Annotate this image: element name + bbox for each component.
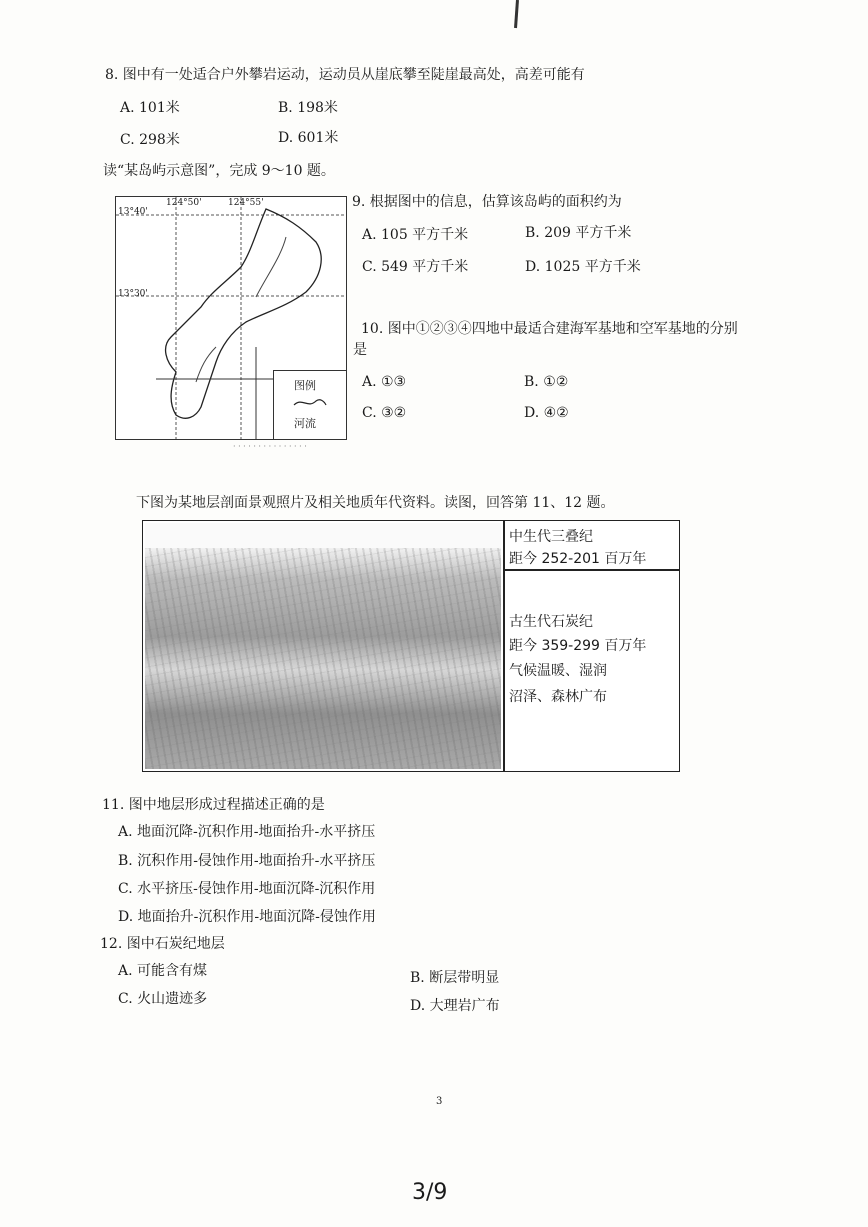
- pen-mark: [514, 0, 519, 28]
- q12-option-a: A. 可能含有煤: [118, 963, 208, 979]
- river-symbol-icon: [292, 395, 328, 411]
- q10-option-b: B. ①②: [524, 374, 569, 390]
- lon-left-label: 124°50': [166, 198, 202, 208]
- page-indicator: 3/9: [412, 1180, 448, 1205]
- q12-option-b: B. 断层带明显: [410, 970, 500, 986]
- triassic-age: 距今 252-201 百万年: [509, 551, 647, 567]
- q8-option-d: D. 601米: [278, 130, 339, 146]
- lat-top-label: 13°40': [118, 207, 148, 217]
- q12-option-d: D. 大理岩广布: [410, 998, 500, 1014]
- q8-option-c: C. 298米: [120, 132, 180, 148]
- q10-stem-line2: 是: [353, 342, 367, 358]
- carboniferous-climate: 气候温暖、湿润: [509, 663, 607, 679]
- carboniferous-environment: 沼泽、森林广布: [509, 689, 607, 705]
- q9-option-b: B. 209 平方千米: [525, 225, 632, 241]
- panel-divider-vertical: [503, 521, 505, 771]
- strata-photo: [145, 548, 501, 769]
- q8-stem: 8. 图中有一处适合户外攀岩运动，运动员从崖底攀至陡崖最高处，高差可能有: [105, 67, 585, 83]
- strata-photo-sky: [145, 523, 501, 549]
- page-number: 3: [436, 1096, 443, 1107]
- panel-divider-horizontal: [503, 569, 679, 571]
- q11-option-c: C. 水平挤压-侵蚀作用-地面沉降-沉积作用: [118, 881, 376, 897]
- carboniferous-label: 古生代石炭纪: [509, 614, 593, 630]
- carboniferous-age: 距今 359-299 百万年: [509, 638, 647, 654]
- q8-option-a: A. 101米: [120, 100, 180, 116]
- strata-figure: [142, 520, 680, 772]
- lon-right-label: 124°55': [228, 198, 264, 208]
- q9-option-d: D. 1025 平方千米: [525, 259, 641, 275]
- q11-option-b: B. 沉积作用-侵蚀作用-地面抬升-水平挤压: [118, 853, 376, 869]
- q10-stem-line1: 10. 图中①②③④四地中最适合建海军基地和空军基地的分别: [361, 321, 738, 337]
- q8-option-b: B. 198米: [278, 100, 338, 116]
- q11-option-d: D. 地面抬升-沉积作用-地面沉降-侵蚀作用: [118, 909, 376, 925]
- q11-option-a: A. 地面沉降-沉积作用-地面抬升-水平挤压: [118, 824, 376, 840]
- legend-title: 图例: [294, 379, 316, 392]
- q10-option-c: C. ③②: [362, 405, 407, 421]
- intro-9-10: 读“某岛屿示意图”，完成 9～10 题。: [103, 163, 335, 179]
- lat-mid-label: 13°30': [118, 289, 148, 299]
- q11-stem: 11. 图中地层形成过程描述正确的是: [102, 797, 325, 813]
- q10-option-a: A. ①③: [362, 374, 407, 390]
- map-legend: [273, 370, 347, 440]
- q12-option-c: C. 火山遗迹多: [118, 991, 208, 1007]
- q10-option-d: D. ④②: [524, 405, 569, 421]
- q9-option-c: C. 549 平方千米: [362, 259, 469, 275]
- q12-stem: 12. 图中石炭纪地层: [100, 936, 225, 952]
- intro-11-12: 下图为某地层剖面景观照片及相关地质年代资料。读图，回答第 11、12 题。: [136, 495, 615, 511]
- legend-river: 河流: [294, 417, 316, 430]
- q9-option-a: A. 105 平方千米: [362, 227, 469, 243]
- triassic-label: 中生代三叠纪: [509, 529, 593, 545]
- q9-stem: 9. 根据图中的信息，估算该岛屿的面积约为: [352, 194, 622, 210]
- map-caption-smudge: · · · · · · · · · · · · · · ·: [233, 442, 307, 451]
